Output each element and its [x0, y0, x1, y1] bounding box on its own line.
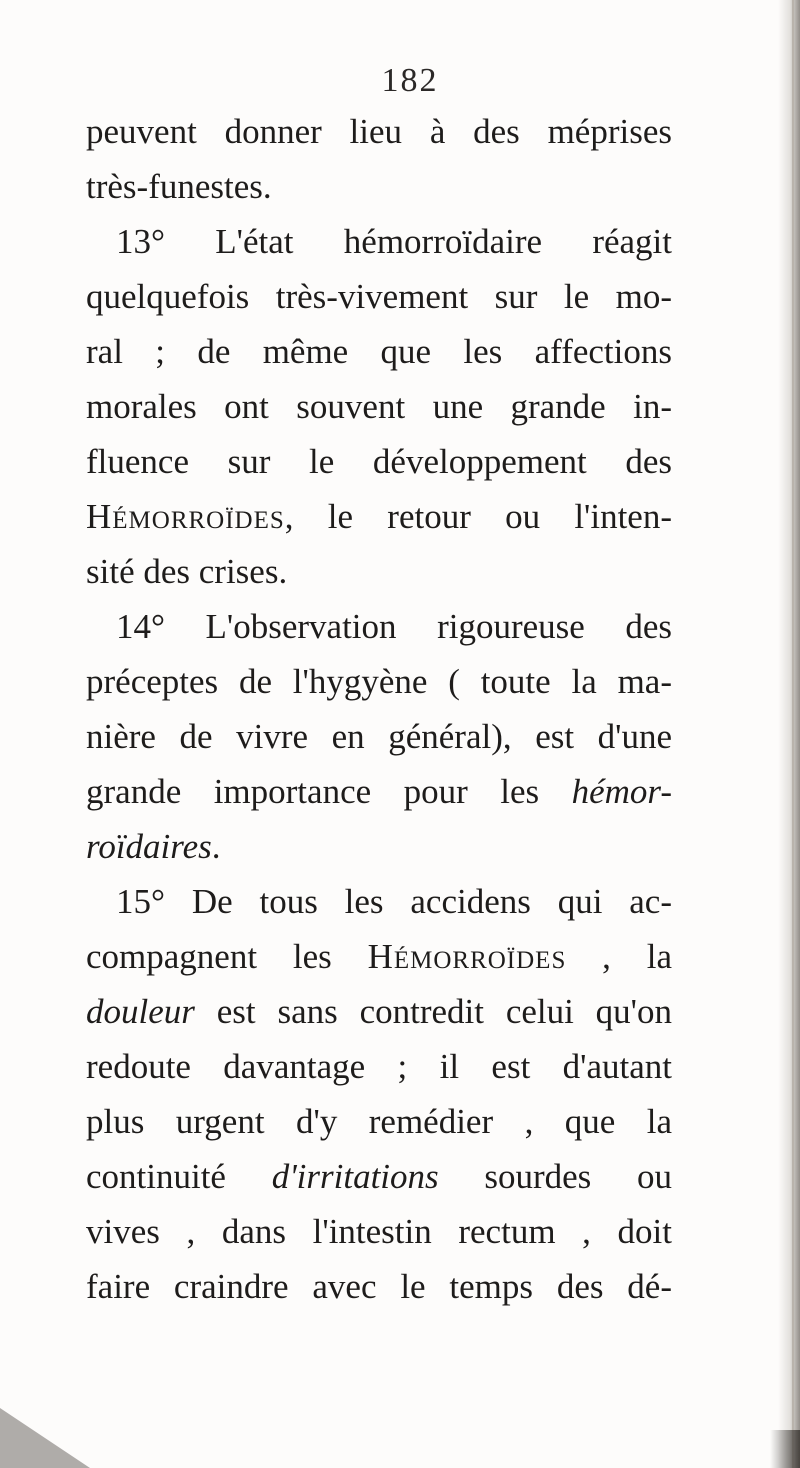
line-text: grande importance pour les [86, 772, 572, 811]
italic-term: hémor- [571, 772, 672, 811]
text-line [86, 1149, 672, 1204]
line-text: plus urgent d'y remédier , que la [86, 1102, 672, 1141]
text-line [86, 764, 672, 819]
text-line [86, 654, 672, 709]
text-line [86, 709, 672, 764]
text-line [86, 544, 672, 599]
text-line [86, 874, 672, 929]
body-text [86, 104, 672, 1314]
italic-term: douleur [86, 992, 195, 1031]
corner-shadow [0, 1408, 90, 1468]
line-text: compagnent les [86, 937, 368, 976]
text-line [86, 819, 672, 874]
line-text: redoute davantage ; il est d'autant [86, 1047, 672, 1086]
line-text: vives , dans l'intestin rectum , doit [86, 1212, 672, 1251]
line-text: sourdes ou [438, 1157, 672, 1196]
line-text: ral ; de même que les affections [86, 332, 672, 371]
italic-term: roïdaires [86, 827, 212, 866]
line-text: 13° L'état hémorroïdaire réagit [116, 222, 672, 261]
text-line [86, 1204, 672, 1259]
line-text: , la [566, 937, 672, 976]
line-text: 14° L'observation rigoureuse des [116, 607, 672, 646]
line-text: sité des crises. [86, 552, 288, 591]
text-line [86, 159, 672, 214]
line-text: continuité [86, 1157, 272, 1196]
text-line [86, 269, 672, 324]
line-text: est sans contredit celui qu'on [194, 992, 672, 1031]
small-caps-term: Hémorroïdes [86, 497, 285, 536]
italic-term: d'irritations [271, 1157, 439, 1196]
small-caps-term: Hémorroïdes [367, 937, 567, 976]
line-text: quelquefois très-vivement sur le mo- [86, 277, 672, 316]
line-text: nière de vivre en général), est d'une [86, 717, 672, 756]
line-text: . [211, 827, 221, 866]
text-line [86, 324, 672, 379]
text-line [86, 599, 672, 654]
line-text: faire craindre avec le temps des dé- [86, 1267, 672, 1306]
line-text: préceptes de l'hygyène ( toute la ma- [86, 662, 672, 701]
line-text: peuvent donner lieu à des méprises [86, 112, 672, 151]
text-line [86, 214, 672, 269]
text-line [86, 434, 672, 489]
line-text: , le retour ou l'inten- [284, 497, 672, 536]
line-text: très-funestes. [86, 167, 272, 206]
line-text: fluence sur le développement des [86, 442, 672, 481]
text-line [86, 104, 672, 159]
text-line [86, 1094, 672, 1149]
text-line [86, 1039, 672, 1094]
text-line [86, 1259, 672, 1314]
line-text: 15° De tous les accidens qui ac- [116, 882, 672, 921]
text-line [86, 489, 672, 544]
text-line [86, 379, 672, 434]
corner-shadow-right [770, 1430, 800, 1468]
page-edge-line [792, 0, 794, 1468]
text-line [86, 929, 672, 984]
line-text: morales ont souvent une grande in- [86, 387, 672, 426]
page-number: 182 [381, 62, 439, 99]
page-edge-shadow [778, 0, 800, 1468]
text-line [86, 984, 672, 1039]
